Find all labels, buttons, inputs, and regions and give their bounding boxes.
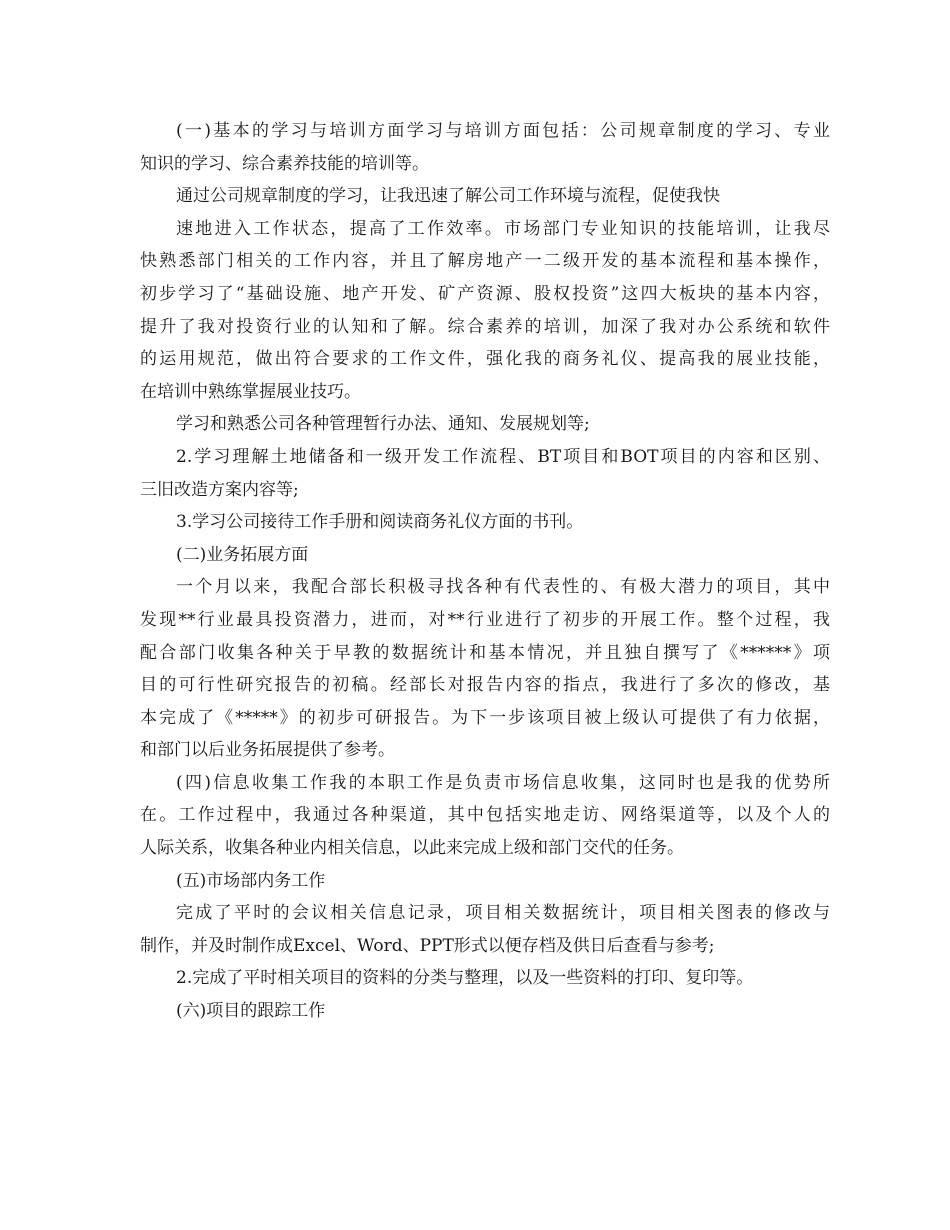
text-line: 初步学习了“基础设施、地产开发、矿产资源、股权投资”这四大板块的基本内容， [140, 283, 830, 304]
text-line: 2.学习理解土地储备和一级开发工作流程、BT项目和BOT项目的内容和区别、 [176, 446, 830, 467]
text-line: 在。工作过程中，我通过各种渠道，其中包括实地走访、网络渠道等，以及个人的 [140, 805, 830, 826]
text-line: 知识的学习、综合素养技能的培训等。 [140, 153, 429, 174]
text-line: 完成了平时的会议相关信息记录，项目相关数据统计，项目相关图表的修改与 [176, 903, 830, 924]
section-heading: (二)业务拓展方面 [176, 544, 309, 565]
text-line: 发现**行业最具投资潜力，进而，对**行业进行了初步的开展工作。整个过程，我 [140, 609, 830, 630]
text-line: 的运用规范，做出符合要求的工作文件，强化我的商务礼仪、提高我的展业技能， [140, 349, 830, 370]
text-line: 3.学习公司接待工作手册和阅读商务礼仪方面的书刊。 [176, 512, 584, 533]
text-line: 快熟悉部门相关的工作内容，并且了解房地产一二级开发的基本流程和基本操作， [140, 251, 830, 272]
text-line: 人际关系，收集各种业内相关信息，以此来完成上级和部门交代的任务。 [140, 838, 684, 859]
section-heading: (五)市场部内务工作 [176, 870, 326, 891]
text-line: 目的可行性研究报告的初稿。经部长对报告内容的指点，我进行了多次的修改，基 [140, 675, 830, 696]
text-line: 速地进入工作状态，提高了工作效率。市场部门专业知识的技能培训，让我尽 [176, 218, 830, 239]
text-line: 配合部门收集各种关于早教的数据统计和基本情况，并且独自撰写了《******》项 [140, 642, 830, 663]
text-line: 制作，并及时制作成Excel、Word、PPT形式以便存档及供日后查看与参考; [140, 935, 715, 956]
text-line: (四)信息收集工作我的本职工作是负责市场信息收集，这同时也是我的优势所 [176, 772, 830, 793]
text-line: 在培训中熟练掌握展业技巧。 [140, 381, 361, 402]
text-line: 提升了我对投资行业的认知和了解。综合素养的培训，加深了我对办公系统和软件 [140, 316, 830, 337]
text-line: 三旧改造方案内容等; [140, 479, 299, 500]
text-line: 通过公司规章制度的学习，让我迅速了解公司工作环境与流程，促使我快 [176, 186, 720, 207]
section-heading: (六)项目的跟踪工作 [176, 1001, 326, 1022]
text-line: 一个月以来，我配合部长积极寻找各种有代表性的、有极大潜力的项目，其中 [176, 577, 830, 598]
document-body [140, 115, 830, 1028]
text-line: 2.完成了平时相关项目的资料的分类与整理，以及一些资料的打印、复印等。 [176, 968, 754, 989]
text-line: (一)基本的学习与培训方面学习与培训方面包括：公司规章制度的学习、专业 [176, 121, 830, 141]
text-line: 和部门以后业务拓展提供了参考。 [140, 740, 395, 761]
text-line: 学习和熟悉公司各种管理暂行办法、通知、发展规划等; [176, 414, 590, 435]
text-line: 本完成了《*****》的初步可研报告。为下一步该项目被上级认可提供了有力依据， [140, 707, 830, 728]
